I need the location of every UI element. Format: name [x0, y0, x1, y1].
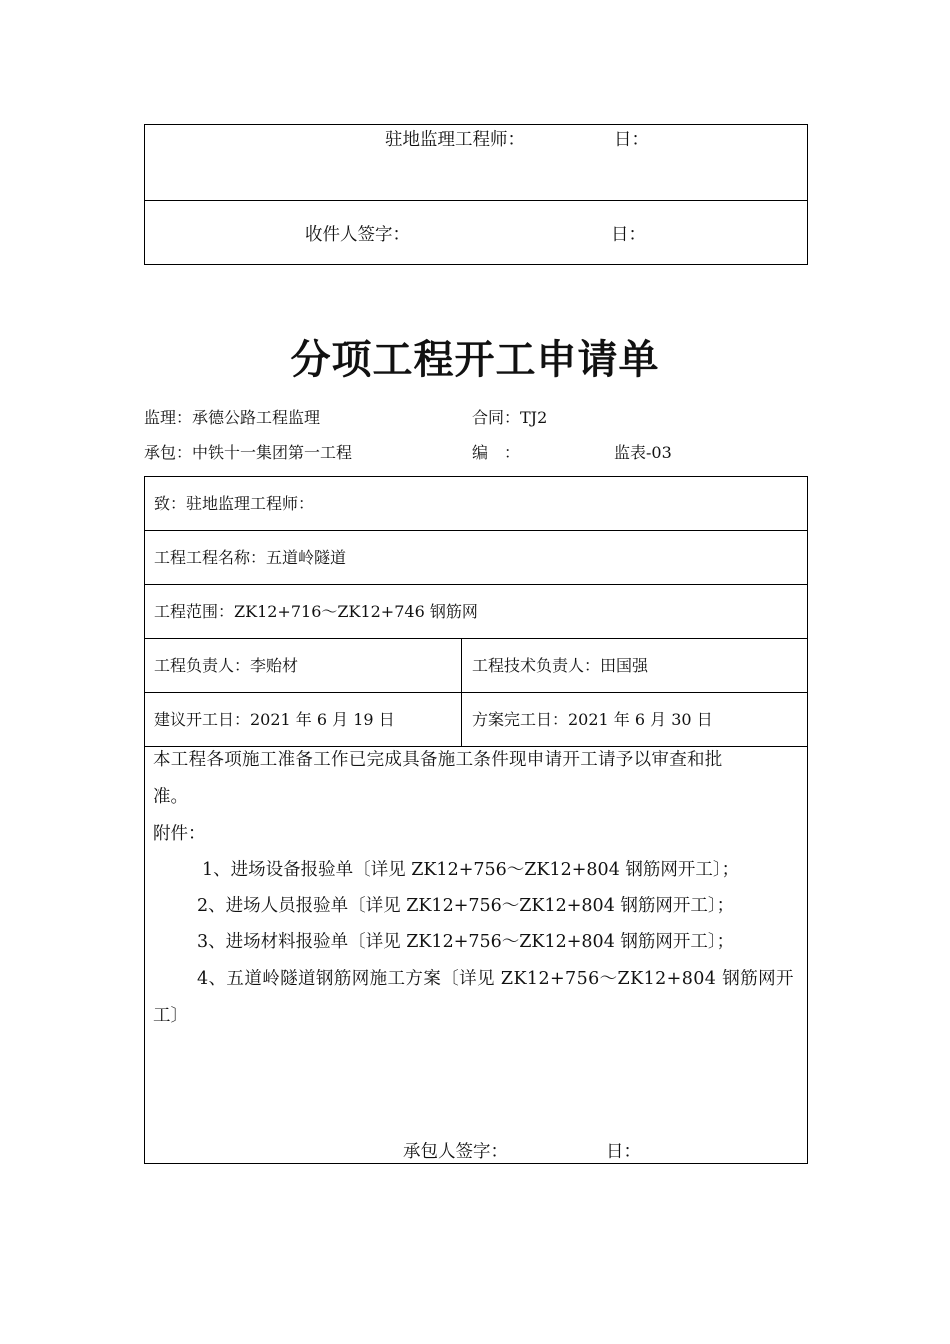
planned-completion-date: 方案完工日：2021 年 6 月 30 日 [472, 710, 713, 729]
attachment-item-cont: 工〕 [153, 1006, 188, 1026]
engineer-date-label: 日： [614, 130, 649, 150]
form-row-divider [144, 692, 808, 693]
addressee: 致：驻地监理工程师： [154, 494, 315, 513]
receiver-signature-label: 收件人签字： [305, 225, 410, 245]
application-form-table [144, 476, 808, 1164]
form-code: 监表-03 [614, 443, 672, 462]
page-title: 分项工程开工申请单 [290, 337, 660, 383]
proposed-start-date: 建议开工日：2021 年 6 月 19 日 [154, 710, 395, 729]
engineer-signature-label: 驻地监理工程师： [385, 130, 525, 150]
project-name: 工程工程名称：五道岭隧道 [154, 548, 347, 567]
form-row-divider [144, 530, 808, 531]
contractor-signature-label: 承包人签字： [403, 1142, 508, 1162]
form-column-divider [461, 638, 462, 746]
attachment-item: 4、五道岭隧道钢筋网施工方案〔详见 ZK12+756～ZK12+804 钢筋网开 [197, 969, 794, 989]
attachment-item: 1、进场设备报验单〔详见 ZK12+756～ZK12+804 钢筋网开工〕； [202, 860, 740, 880]
technical-manager: 工程技术负责人：田国强 [472, 656, 649, 675]
application-statement: 本工程各项施工准备工作已完成具备施工条件现申请开工请予以审查和批 [153, 750, 723, 770]
contract-info: 合同：TJ2 [472, 408, 548, 427]
top-table-divider [144, 200, 808, 201]
project-manager: 工程负责人：李贻材 [154, 656, 299, 675]
supervisor-info: 监理：承德公路工程监理 [144, 408, 321, 427]
receiver-date-label: 日： [611, 225, 646, 245]
project-scope: 工程范围：ZK12+716～ZK12+746 钢筋网 [154, 602, 478, 621]
number-label: 编 ： [472, 443, 521, 462]
attachment-item: 3、进场材料报验单〔详见 ZK12+756～ZK12+804 钢筋网开工〕； [197, 932, 735, 952]
form-row-divider [144, 638, 808, 639]
contractor-date-label: 日： [606, 1142, 641, 1162]
attachment-item: 2、进场人员报验单〔详见 ZK12+756～ZK12+804 钢筋网开工〕； [197, 896, 735, 916]
attachments-label: 附件： [153, 824, 206, 844]
form-row-divider [144, 584, 808, 585]
application-statement-cont: 准。 [153, 787, 188, 807]
contractor-info: 承包：中铁十一集团第一工程 [144, 443, 353, 462]
